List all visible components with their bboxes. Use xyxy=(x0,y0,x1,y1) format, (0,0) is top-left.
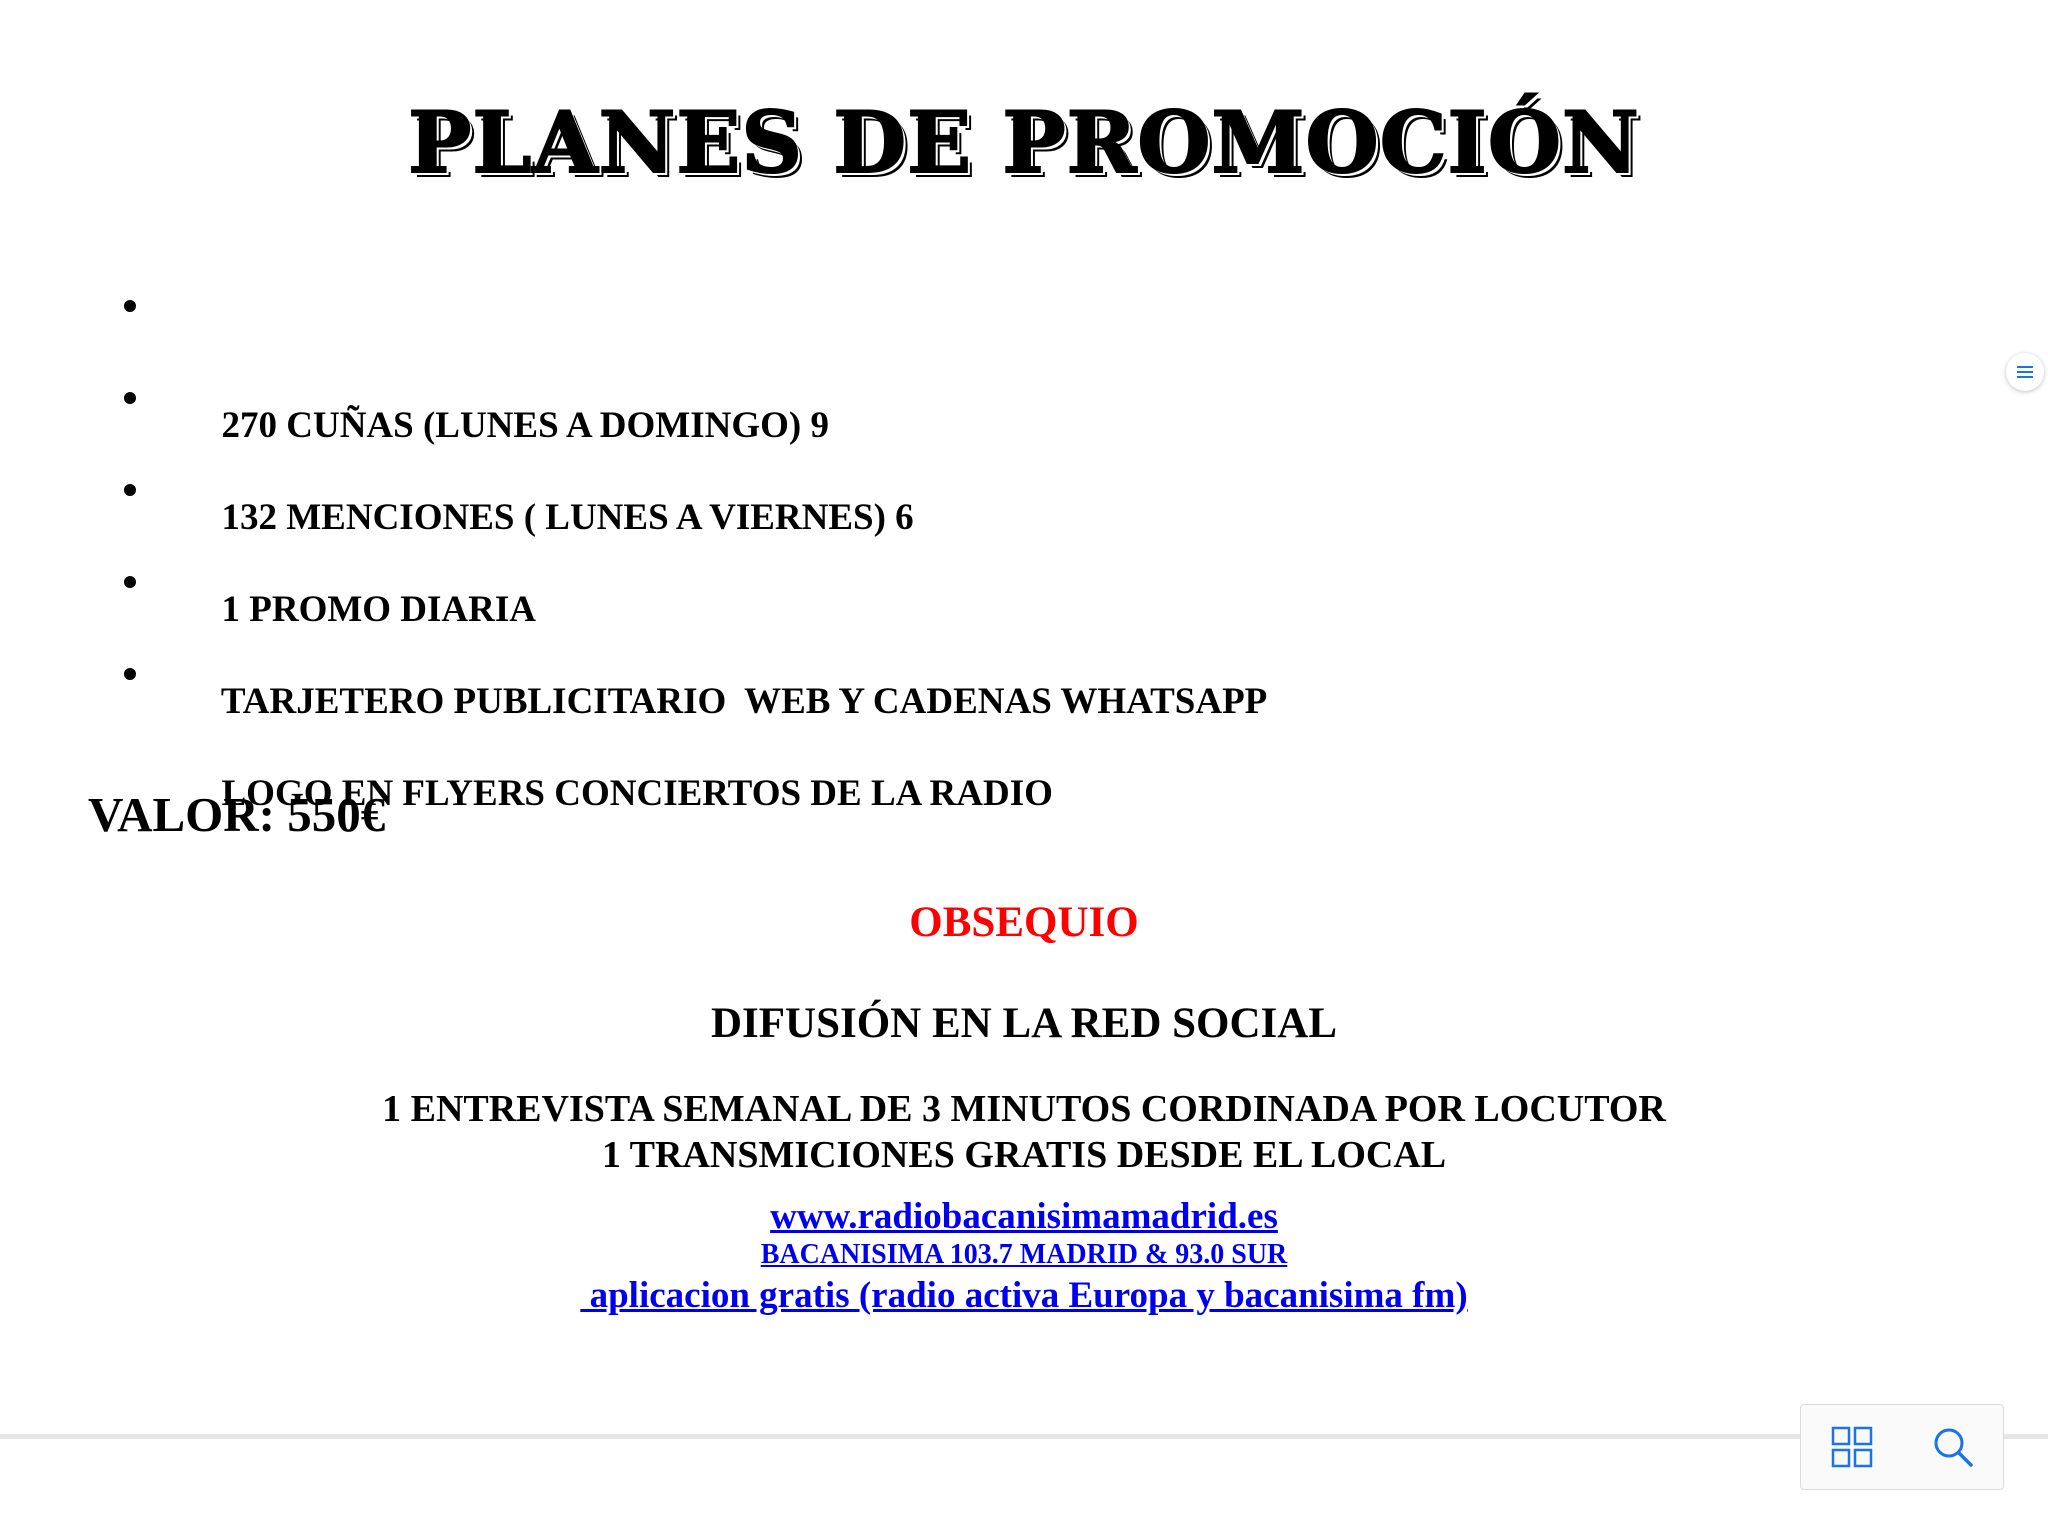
list-item-text: 270 CUÑAS (LUNES A DOMINGO) 9 xyxy=(221,405,829,446)
list-item-text: 132 MENCIONES ( LUNES A VIERNES) 6 xyxy=(221,497,914,538)
page-title: PLANES DE PROMOCIÓN xyxy=(408,93,1640,192)
list-item-text: LOGO EN FLYERS CONCIERTOS DE LA RADIO xyxy=(221,773,1053,814)
bullet-dot xyxy=(124,576,136,588)
search-button[interactable] xyxy=(1921,1415,1985,1479)
bullet-dot xyxy=(124,392,136,404)
frequency-link[interactable]: BACANISIMA 103.7 MADRID & 93.0 SUR xyxy=(760,1239,1288,1270)
grid-view-button[interactable] xyxy=(1820,1415,1884,1479)
list-item xyxy=(124,644,1267,814)
bottom-toolbar xyxy=(1800,1404,2004,1490)
grid-icon xyxy=(1830,1425,1874,1469)
website-link-row xyxy=(0,1193,2048,1241)
website-link[interactable]: www.radiobacanisimamadrid.es xyxy=(770,1196,1278,1237)
interview-line: 1 ENTREVISTA SEMANAL DE 3 MINUTOS CORDINADA POR LOCUTOR xyxy=(382,1088,1666,1130)
list-item-text: 1 PROMO DIARIA xyxy=(221,589,536,630)
bullet-dot xyxy=(124,300,136,312)
list-item xyxy=(124,460,1267,630)
frequency-link-row xyxy=(0,1240,2048,1270)
bullet-dot xyxy=(124,484,136,496)
outline-button[interactable] xyxy=(2006,353,2044,391)
list-item-text: TARJETERO PUBLICITARIO WEB Y CADENAS WHATSAPP xyxy=(220,681,1268,722)
interview-block xyxy=(0,1086,2048,1178)
broadcast-line: 1 TRANSMICIONES GRATIS DESDE EL LOCAL xyxy=(601,1134,1447,1176)
app-link[interactable]: aplicacion gratis (radio activa Europa y bacanisima fm) xyxy=(580,1275,1468,1316)
price-value: VALOR: 550€ xyxy=(88,787,386,842)
page-divider xyxy=(0,1434,2048,1439)
gift-heading: OBSEQUIO xyxy=(909,899,1139,946)
list-item xyxy=(124,368,1267,538)
list-item xyxy=(124,276,1267,446)
list-item xyxy=(124,552,1268,722)
search-icon xyxy=(1931,1425,1975,1469)
promo-bullet-list xyxy=(124,276,1268,814)
social-diffusion-heading: DIFUSIÓN EN LA RED SOCIAL xyxy=(710,1000,1338,1047)
list-icon xyxy=(2015,364,2035,380)
bullet-dot xyxy=(124,668,136,680)
app-link-row xyxy=(0,1272,2048,1320)
